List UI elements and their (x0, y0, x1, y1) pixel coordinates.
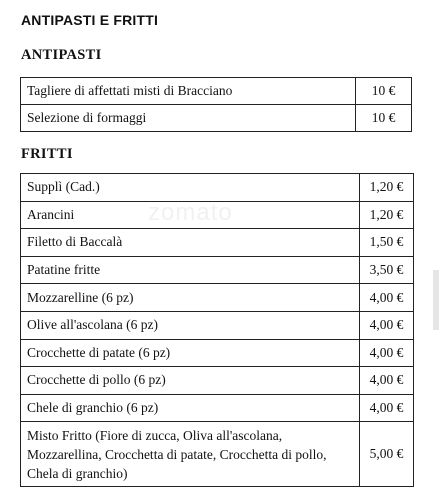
table-row (21, 339, 414, 367)
item-price: 10 € (356, 105, 412, 132)
item-name: Misto Fritto (Fiore di zucca, Oliva all'ascolana, Mozzarellina, Crocchetta di patate, Crocchetta di pollo, Chela di granchio) (21, 422, 360, 487)
table-row (21, 105, 412, 132)
item-price: 5,00 € (360, 422, 414, 487)
item-price: 4,00 € (360, 284, 414, 312)
table-row (21, 78, 412, 105)
item-name: Olive all'ascolana (6 pz) (21, 311, 360, 339)
item-price: 3,50 € (360, 256, 414, 284)
item-name: Crocchette di patate (6 pz) (21, 339, 360, 367)
item-price: 1,20 € (360, 174, 414, 202)
item-price: 4,00 € (360, 367, 414, 395)
item-price: 10 € (356, 78, 412, 105)
table-row (21, 422, 414, 487)
table-row (21, 256, 414, 284)
section-title-antipasti: ANTIPASTI (21, 47, 102, 63)
section-title-fritti: FRITTI (21, 146, 73, 162)
table-row (21, 201, 414, 229)
antipasti-table (20, 77, 412, 132)
table-row (21, 311, 414, 339)
table-row (21, 284, 414, 312)
table-row (21, 229, 414, 257)
item-name: Selezione di formaggi (21, 105, 356, 132)
item-price: 4,00 € (360, 311, 414, 339)
item-name: Tagliere di affettati misti di Bracciano (21, 78, 356, 105)
item-price: 1,20 € (360, 201, 414, 229)
item-price: 4,00 € (360, 394, 414, 422)
item-name: Filetto di Baccalà (21, 229, 360, 257)
watermark: zomato (148, 199, 233, 226)
table-row (21, 367, 414, 395)
scrollbar[interactable] (433, 270, 439, 330)
table-row (21, 174, 414, 202)
item-price: 4,00 € (360, 339, 414, 367)
item-price: 1,50 € (360, 229, 414, 257)
table-row (21, 394, 414, 422)
item-name: Mozzarelline (6 pz) (21, 284, 360, 312)
item-name: Chele di granchio (6 pz) (21, 394, 360, 422)
item-name: Arancini (21, 201, 360, 229)
fritti-table (20, 173, 414, 487)
item-name: Patatine fritte (21, 256, 360, 284)
item-name: Supplì (Cad.) (21, 174, 360, 202)
page-title: ANTIPASTI E FRITTI (21, 12, 159, 28)
item-name: Crocchette di pollo (6 pz) (21, 367, 360, 395)
